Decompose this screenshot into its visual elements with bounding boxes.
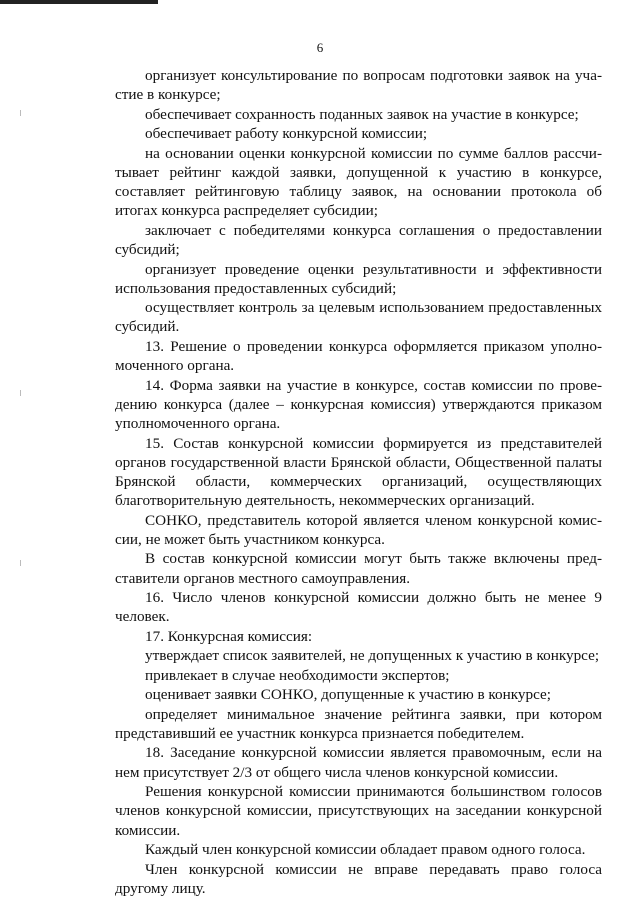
page-number: 6 bbox=[316, 40, 324, 55]
margin-mark bbox=[20, 110, 21, 116]
paragraph: обеспечивает сохранность поданных заявок на участие в конкурсе; bbox=[145, 105, 579, 123]
paragraph: В состав конкурсной комиссии могут быть также включены представители органов местного самоуправления. bbox=[115, 550, 602, 587]
paragraph: на основании оценки конкурсной комиссии по сумме баллов рассчитывает рейтинг каждой заявки, допущенной к участию в конкурсе, составляет рейтинговую таблицу заявок, на основании протокола об итогах конкурса распределяет субсидии; bbox=[115, 144, 602, 220]
paragraph: оценивает заявки СОНКО, допущенные к участию в конкурсе; bbox=[145, 686, 551, 704]
document-body bbox=[115, 66, 602, 898]
paragraph: заключает с победителями конкурса соглашения о предоставлении субсидий; bbox=[115, 221, 602, 259]
scan-artifact-line bbox=[0, 0, 158, 4]
paragraph: 15. Состав конкурсной комиссии формируется из представителей органов государственной власти Брянской области, Общественной палаты Брянской области, коммерческих организаций, осуществляющих благотворительную деятельность, некоммерческих организаций. bbox=[115, 434, 602, 510]
paragraph: 14. Форма заявки на участие в конкурсе, состав комиссии по проведению конкурса (далее – конкурсная комиссия) утверждаются приказом уполномоченного органа. bbox=[115, 376, 602, 433]
paragraph: Член конкурсной комиссии не вправе передавать право голоса другому лицу. bbox=[115, 860, 602, 897]
paragraph: 18. Заседание конкурсной комиссии является правомочным, если на нем присутствует 2/3 от общего числа членов конкурсной комиссии. bbox=[115, 744, 602, 781]
paragraph: 16. Число членов конкурсной комиссии должно быть не менее 9 человек. bbox=[115, 589, 602, 626]
paragraph: привлекает в случае необходимости экспертов; bbox=[145, 666, 450, 684]
paragraph: СОНКО, представитель которой является членом конкурсной комиссии, не может быть участником конкурса. bbox=[115, 511, 602, 548]
margin-mark bbox=[20, 390, 21, 396]
paragraph: организует проведение оценки результативности и эффективности использования предоставленных субсидий; bbox=[115, 260, 602, 297]
paragraph: организует консультирование по вопросам подготовки заявок на участие в конкурсе; bbox=[115, 67, 602, 104]
paragraph: Каждый член конкурсной комиссии обладает правом одного голоса. bbox=[145, 841, 586, 859]
paragraph: Решения конкурсной комиссии принимаются большинством голосов членов конкурсной комиссии, присутствующих на заседании конкурсной комиссии. bbox=[115, 783, 602, 839]
paragraph: обеспечивает работу конкурсной комиссии; bbox=[145, 125, 428, 143]
paragraph: 13. Решение о проведении конкурса оформляется приказом уполномоченного органа. bbox=[115, 337, 602, 375]
paragraph: определяет минимальное значение рейтинга заявки, при котором представивший ее участник конкурса признается победителем. bbox=[115, 705, 602, 742]
paragraph: утверждает список заявителей, не допущенных к участию в конкурсе; bbox=[145, 647, 600, 665]
paragraph: 17. Конкурсная комиссия: bbox=[145, 627, 313, 645]
margin-mark bbox=[20, 560, 21, 566]
paragraph: осуществляет контроль за целевым использованием предоставленных субсидий. bbox=[115, 299, 602, 336]
